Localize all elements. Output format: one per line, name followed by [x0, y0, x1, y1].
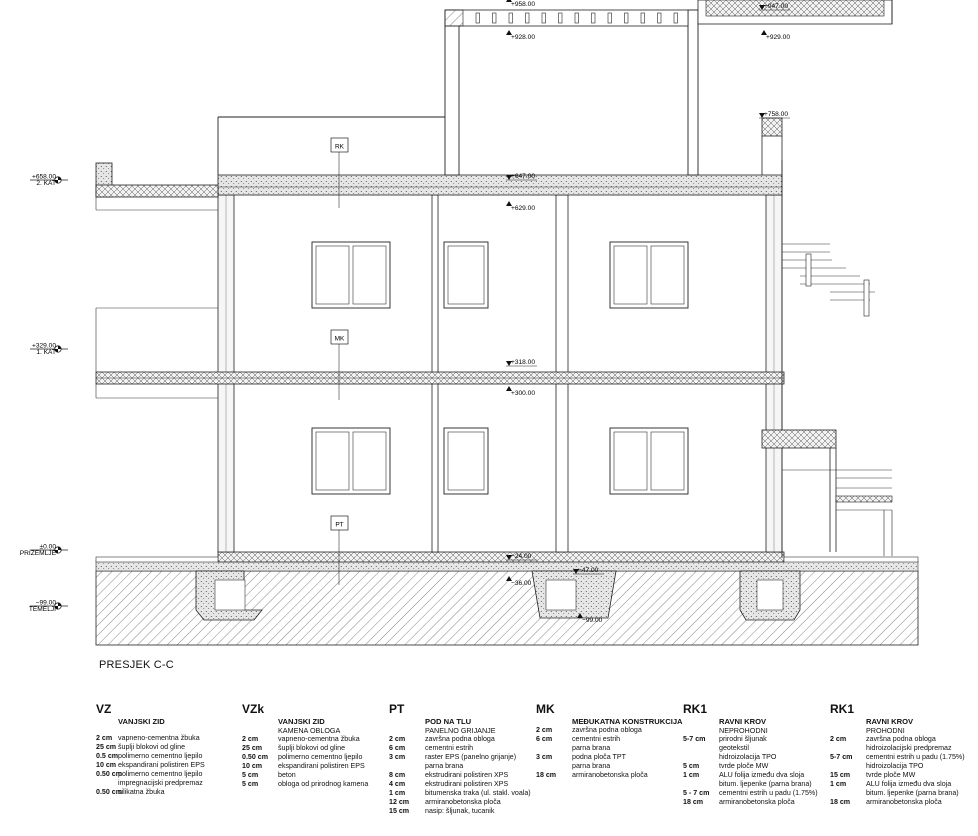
window	[312, 242, 390, 308]
elevation-marker	[759, 3, 790, 10]
railing-bar	[641, 13, 645, 23]
room-tag-pt: PT	[335, 521, 344, 529]
elevation-value: −24.00	[511, 553, 532, 560]
room-tag-rk: RK	[334, 143, 345, 151]
legend-code: MK	[536, 702, 555, 716]
layer-thickness: 5 cm	[683, 762, 700, 770]
elevation-marker	[759, 111, 790, 118]
layer-thickness: 2 cm	[242, 735, 259, 743]
elevation-value: +300.00	[511, 390, 536, 397]
layer-thickness: 25 cm	[242, 744, 263, 752]
layer-material: parna brana	[572, 744, 611, 752]
layer-thickness: 8 cm	[389, 771, 406, 779]
layer-material: polimerno cementno ljepilo	[118, 770, 203, 778]
window	[610, 428, 688, 494]
legend-layer	[830, 771, 978, 780]
legend-code: RK1	[830, 702, 855, 716]
layer-material: bitum. ljepenke (parna brana)	[866, 789, 959, 797]
elevation-value: +758.00	[764, 111, 789, 118]
legend-subtitle: NEPROHODNI	[719, 726, 768, 735]
legend-title: MEĐUKATNA KONSTRUKCIJA	[572, 717, 683, 726]
legend-column	[536, 700, 684, 836]
layer-thickness: 15 cm	[830, 771, 851, 779]
legend-layer	[830, 789, 978, 798]
railing-bar	[559, 13, 563, 23]
legend-title: RAVNI KROV	[719, 717, 767, 726]
room-tags	[331, 138, 348, 585]
layer-material: armiranobetonska ploča	[866, 798, 942, 806]
level-value: +329.00	[31, 342, 56, 350]
elevation-marker	[506, 173, 537, 180]
layer-thickness: 2 cm	[830, 735, 847, 743]
ground-floor-slab	[96, 552, 918, 562]
level-marker	[29, 600, 68, 614]
elevation-value: +929.00	[766, 34, 791, 41]
layer-material: ekspandirani polistiren EPS	[278, 762, 365, 770]
railing-bar	[674, 13, 678, 23]
window	[444, 428, 488, 494]
legend-subtitle: PANELNO GRIJANJE	[425, 726, 496, 735]
legend-title: VANJSKI ZID	[118, 717, 165, 726]
legend-code: PT	[389, 702, 405, 716]
layer-material: polimerno cementno ljepilo	[118, 752, 203, 760]
legend-layer	[830, 780, 978, 789]
window	[610, 242, 688, 308]
layer-thickness: 18 cm	[830, 798, 851, 806]
elevation-markers	[506, 0, 790, 624]
layer-thickness: 1 cm	[830, 780, 847, 788]
layer-material: cementni estrih	[572, 735, 621, 743]
window	[444, 242, 488, 308]
legend-subtitle: KAMENA OBLOGA	[278, 726, 341, 735]
legend-layer	[830, 798, 978, 807]
elevation-value: +928.00	[511, 34, 536, 41]
railing-bar	[592, 13, 596, 23]
elevation-value: −47.00	[578, 567, 599, 574]
layer-material: tvrde ploče MW	[866, 771, 916, 779]
layer-material: obloga od prirodnog kamena	[278, 780, 369, 788]
layer-thickness: 2 cm	[536, 726, 553, 734]
elevation-marker	[506, 0, 535, 8]
layer-material: cementni estrih u padu (1.75%)	[866, 753, 965, 761]
level-marker	[30, 174, 68, 188]
layer-thickness: 5 cm	[242, 771, 259, 779]
level-name: 2. KAT	[36, 180, 56, 187]
layer-thickness: 5 cm	[242, 780, 259, 788]
legend-column	[389, 700, 537, 836]
legend-code: VZ	[96, 702, 112, 716]
layer-thickness: 3 cm	[389, 753, 406, 761]
layer-material: parna brana	[425, 762, 464, 770]
layer-thickness: 2 cm	[389, 735, 406, 743]
level-value: −99.00	[35, 599, 56, 607]
railing-bar	[575, 13, 579, 23]
legend-subtitle: PROHODNI	[866, 726, 905, 735]
legend-title: RAVNI KROV	[866, 717, 914, 726]
layer-material: ALU folija između dva sloja	[866, 780, 952, 788]
railing-bar	[509, 13, 513, 23]
layer-thickness: 0.50 cm	[242, 753, 269, 761]
layer-material: tvrde ploče MW	[719, 762, 769, 770]
layer-material: beton	[278, 771, 296, 779]
legend-layer	[830, 762, 978, 771]
layer-material: armiranobetonska ploča	[719, 798, 795, 806]
layer-thickness: 0.50 cm	[96, 788, 123, 796]
railing-bar	[608, 13, 612, 23]
layer-legend	[0, 700, 978, 836]
railing-bar	[625, 13, 629, 23]
legend-code: RK1	[683, 702, 708, 716]
layer-thickness: 2 cm	[96, 734, 113, 742]
legend-layer	[830, 735, 978, 744]
layer-thickness: 12 cm	[389, 798, 410, 806]
layer-material: hidroizolacija TPO	[866, 762, 924, 770]
layer-thickness: 6 cm	[536, 735, 553, 743]
left-balconies	[96, 308, 218, 398]
level-value: +658.00	[31, 173, 56, 181]
windows	[312, 242, 688, 494]
layer-thickness: 3 cm	[536, 753, 553, 761]
level-name: TEMELJI	[28, 606, 56, 613]
layer-thickness: 1 cm	[389, 789, 406, 797]
railing-bar	[476, 13, 480, 23]
layer-material: hidroizolacijski predpremaz	[866, 744, 952, 752]
layer-thickness: 25 cm	[96, 743, 117, 751]
layer-thickness: 18 cm	[536, 771, 557, 779]
floor-slab-1	[96, 372, 784, 384]
level-markers	[20, 174, 68, 614]
level-value: ±0.00	[39, 543, 56, 551]
roof-slab	[96, 163, 782, 210]
layer-thickness: 10 cm	[242, 762, 263, 770]
layer-thickness: 0.50 cm	[96, 770, 123, 778]
layer-material: polimerno cementno ljepilo	[278, 753, 363, 761]
layer-material: hidroizolacija TPO	[719, 753, 777, 761]
elevation-marker	[761, 30, 790, 41]
layer-thickness: 18 cm	[683, 798, 704, 806]
layer-material: armiranobetonska ploča	[572, 771, 648, 779]
elevation-value: +318.00	[511, 359, 536, 366]
layer-material: završna podna obloga	[866, 735, 936, 743]
legend-column	[683, 700, 831, 836]
layer-material: armiranobetonska ploča	[425, 798, 501, 806]
elevation-value: −36.00	[511, 580, 532, 587]
layer-material: parna brana	[572, 762, 611, 770]
layer-material: završna podna obloga	[425, 735, 495, 743]
elevation-marker	[506, 30, 535, 41]
layer-thickness: 15 cm	[389, 807, 410, 815]
legend-code: VZk	[242, 702, 265, 716]
layer-material: završna podna obloga	[572, 726, 642, 734]
layer-thickness: 5-7 cm	[830, 753, 853, 761]
layer-material: geotekstil	[719, 744, 749, 752]
layer-material: prirodni šljunak	[719, 735, 767, 743]
level-marker	[20, 544, 68, 558]
layer-material: vapneno-cementna žbuka	[118, 734, 200, 742]
elevation-marker	[506, 201, 535, 212]
legend-layer	[830, 744, 978, 753]
legend-title: VANJSKI ZID	[278, 717, 325, 726]
level-name: PRIZEMLJE	[19, 550, 56, 557]
layer-material: bitum. ljepenke (parna brana)	[719, 780, 812, 788]
layer-material: silikatna žbuka	[118, 788, 165, 796]
railing-bar	[658, 13, 662, 23]
layer-thickness: 0.5 cm	[96, 752, 119, 760]
layer-material: šuplji blokovi od gline	[118, 743, 186, 751]
elevation-marker	[506, 359, 537, 366]
layer-material: cementni estrih u padu (1.75%)	[719, 789, 818, 797]
layer-material: šuplji blokovi od gline	[278, 744, 346, 752]
layer-material: vapneno-cementna žbuka	[278, 735, 360, 743]
level-name: 1. KAT	[36, 349, 56, 356]
elevation-value: +958.00	[511, 1, 536, 8]
legend-title: POD NA TLU	[425, 717, 472, 726]
layer-thickness: 5-7 cm	[683, 735, 706, 743]
section-title: PRESJEK C-C	[99, 659, 174, 671]
layer-material: ekspandirani polistiren EPS	[118, 761, 205, 769]
layer-material: ekstrudirani polistiren XPS	[425, 780, 509, 788]
layer-material: impregnacijski predpremaz	[118, 779, 203, 787]
layer-material: ekstrudirani polistiren XPS	[425, 771, 509, 779]
elevation-value: +947.00	[764, 3, 789, 10]
elevation-value: −99.00	[582, 617, 603, 624]
legend-column	[242, 700, 390, 836]
layer-material: cementni estrih	[425, 744, 474, 752]
legend-column	[830, 700, 978, 836]
legend-layer	[830, 753, 978, 762]
layer-material: nasip: šljunak, tucanik	[425, 807, 495, 815]
layer-material: raster EPS (panelno grijanje)	[425, 753, 517, 761]
railing-bar	[493, 13, 497, 23]
layer-material: podna ploča TPT	[572, 753, 626, 761]
layer-thickness: 6 cm	[389, 744, 406, 752]
level-marker	[30, 343, 68, 357]
layer-thickness: 10 cm	[96, 761, 117, 769]
elevation-marker	[506, 386, 535, 397]
layer-thickness: 4 cm	[389, 780, 406, 788]
room-tag-mk: MK	[334, 335, 345, 343]
elevation-value: +647.00	[511, 173, 536, 180]
layer-thickness: 1 cm	[683, 771, 700, 779]
elevation-value: +629.00	[511, 205, 536, 212]
rooftop-structure	[218, 0, 892, 175]
layer-material: ALU folija između dva sloja	[719, 771, 805, 779]
layer-thickness: 5 - 7 cm	[683, 789, 710, 797]
legend-column	[96, 700, 244, 836]
window	[312, 428, 390, 494]
railing-bar	[542, 13, 546, 23]
railing-bar	[526, 13, 530, 23]
layer-material: bitumenska traka (ul. stakl. voala)	[425, 789, 531, 797]
